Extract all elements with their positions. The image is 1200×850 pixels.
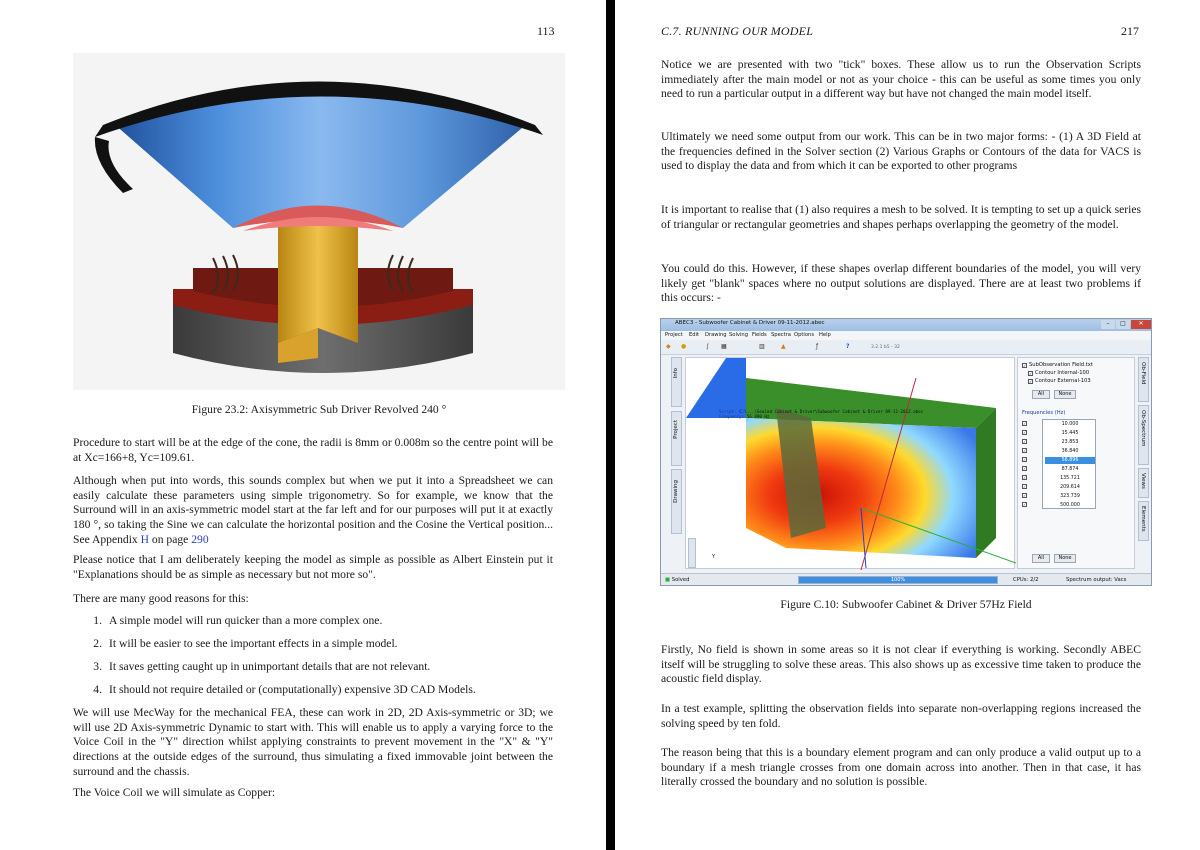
frequency-item[interactable]: 15.445 (1061, 431, 1079, 436)
menu-fields[interactable]: Fields (752, 332, 767, 338)
checkbox-checked[interactable]: ✓ (1023, 502, 1027, 507)
menu-edit[interactable]: Edit (689, 332, 700, 338)
version-text: 3.2.1 b5 - 32 (871, 345, 900, 350)
paragraph (73, 474, 553, 548)
checkbox-checked[interactable]: ✓ (1023, 475, 1027, 480)
frequency-item[interactable]: 87.874 (1061, 467, 1079, 472)
on-page-text: on page (151, 532, 189, 546)
speaker-cutaway-figure (73, 53, 565, 390)
menu-help[interactable]: Help (819, 332, 831, 338)
list-item (88, 660, 430, 673)
paragraph: The reason being that this is a boundary element program and can only produce a valid output up to a boundary if a mesh triangle crosses from one domain across into another. Then in that case, it has literally crossed the boundary and no solution is possible. (661, 746, 1141, 789)
select-all-button[interactable]: All (1032, 390, 1050, 399)
tab-label: Ob-Spectrum (1140, 410, 1146, 447)
spectrum-output: Spectrum output: Vacs (1066, 577, 1127, 583)
folder-icon[interactable]: ● (681, 343, 687, 350)
observation-item[interactable] (1022, 362, 1093, 368)
caption-text: Subwoofer Cabinet & Driver 57Hz Field (841, 598, 1032, 611)
paragraph: The Voice Coil we will simulate as Copper: (73, 786, 276, 799)
list-text: A simple model will run quicker than a more complex one. (109, 614, 383, 627)
select-none-button[interactable]: None (1054, 390, 1076, 399)
menu-options[interactable]: Options (794, 332, 815, 338)
frequency-item[interactable]: 500.000 (1060, 503, 1080, 508)
tab-label: Views (1140, 473, 1146, 489)
axis-label: Y (712, 554, 716, 560)
observation-item[interactable] (1028, 370, 1089, 376)
list-number: 3. (93, 660, 102, 673)
status-dot-icon: ■ (665, 577, 671, 583)
list-item (88, 683, 476, 696)
tab-label: Info (673, 368, 679, 379)
help-icon[interactable]: ? (846, 343, 850, 350)
checkbox-checked[interactable]: ✓ (1023, 363, 1027, 368)
menu-bar (661, 331, 1151, 340)
caption-text: Axisymmetric Sub Driver Revolved 240 ° (250, 403, 447, 416)
frequency-item[interactable]: 323.739 (1060, 494, 1080, 499)
tab-label: Elements (1140, 506, 1146, 532)
window-titlebar (661, 319, 1151, 331)
frequency-label: Frequency: (719, 414, 745, 419)
list-item (88, 614, 382, 627)
tab-label: Drawing (673, 480, 679, 503)
field-plot (686, 358, 1016, 570)
list-text: It should not require detailed or (computationally) expensive 3D CAD Models. (109, 683, 476, 696)
paragraph: Procedure to start will be at the edge of the cone, the radii is 8mm or 0.008m so the centre point will be at Xc=166+8, Yc=109.61. (73, 436, 553, 464)
caption-label: Figure 23.2: (191, 403, 249, 416)
frequencies-heading: Frequencies (Hz) (1022, 410, 1066, 416)
list-number: 2. (93, 637, 102, 650)
cpu-count: CPUs: 2/2 (1013, 577, 1039, 583)
script-value: C:\...\Sealed Cabinet & Driver\Subwoofer Cabinet & Driver 09-11-2012.abec (739, 409, 924, 414)
observation-panel (1017, 357, 1135, 569)
paragraph: We will use MecWay for the mechanical FEA, these can work in 2D, 2D Axis-symmetric or 3D; we will use 2D Axis-symmetric Dynamic to start with. This will enable us to apply a varying force to the Voice Coil in the "Y" direction whilst applying constraints to prevent movement in the "X" & "Y" directions at the outside edges of the surround, thus simulating a fixed immovable joint between the surround and the chassis. (73, 706, 553, 778)
paragraph: In a test example, splitting the observation fields into separate non-overlapping regions increased the solving speed by ten fold. (661, 702, 1141, 730)
progress-bar (798, 576, 998, 584)
checkbox-checked[interactable]: ✓ (1023, 484, 1027, 489)
frequency-item[interactable]: 135.721 (1060, 476, 1080, 481)
checkbox-checked[interactable]: ✓ (1029, 379, 1033, 384)
frequency-value: 56.890 Hz (746, 414, 770, 419)
cabinet-side (976, 408, 996, 558)
script-info (719, 409, 959, 419)
menu-solving[interactable]: Solving (729, 332, 748, 338)
observation-label: SubObservation Field.txt (1029, 362, 1093, 368)
tab-ob-spectrum[interactable] (1138, 405, 1149, 465)
paragraph: It is important to realise that (1) also requires a mesh to be solved. It is tempting to set up a quick series of triangular or rectangular geometries and shapes perhaps overlapping the geometry of the model. (661, 203, 1141, 231)
list-text: It will be easier to see the important effects in a simple model. (109, 637, 398, 650)
tab-label: Project (673, 420, 679, 439)
page-number: 217 (1121, 24, 1139, 38)
list-text: It saves getting caught up in unimportant details that are not relevant. (109, 660, 431, 673)
field-icon[interactable]: ▲ (781, 343, 786, 350)
checkbox-checked[interactable]: ✓ (1023, 493, 1027, 498)
observation-label: Contour Internal-100 (1035, 370, 1090, 376)
list-number: 4. (93, 683, 102, 696)
open-icon[interactable]: ◆ (666, 343, 671, 350)
frequency-item[interactable]: 209.614 (1060, 485, 1080, 490)
paragraph: You could do this. However, if these shapes overlap different boundaries of the model, you will very likely get "blank" spaces where no output solutions are displayed. There are at least two problems if this occurs: - (661, 262, 1141, 305)
select-all-frequencies-button[interactable]: All (1032, 554, 1050, 563)
list-item (88, 637, 398, 650)
script-label: Script: (719, 409, 737, 414)
frequency-item-selected[interactable]: 56.896 (1045, 457, 1095, 464)
paragraph: There are many good reasons for this: (73, 592, 249, 605)
abec-screenshot-figure (660, 318, 1152, 586)
select-none-frequencies-button[interactable]: None (1054, 554, 1076, 563)
status-text: Solved (671, 577, 690, 583)
figure-caption (660, 598, 1152, 611)
frequency-item[interactable]: 36.840 (1061, 449, 1079, 454)
paragraph: Notice we are presented with two "tick" boxes. These allow us to run the Observation Scripts immediately after the main model or not as your choice - this can be useful as some times you only need to run a particular output in a different way but have not changed the main model itself. (661, 58, 1141, 101)
reasons-list (88, 614, 558, 704)
maximize-icon[interactable]: □ (1116, 320, 1130, 329)
speaker-cutaway-illustration (73, 53, 565, 390)
chart-icon[interactable]: ▥ (759, 343, 765, 350)
tab-drawing[interactable] (671, 469, 682, 534)
toolbar (661, 340, 1151, 355)
status-bar (661, 573, 1151, 586)
list-number: 1. (93, 614, 102, 627)
tab-label: Ob-Field (1140, 362, 1146, 385)
observation-item[interactable] (1028, 378, 1091, 384)
page-ref-link[interactable]: 290 (191, 532, 209, 546)
checkbox-checked[interactable]: ✓ (1029, 371, 1033, 376)
book-gutter (606, 0, 615, 850)
observation-label: Contour External-103 (1035, 378, 1091, 384)
checkbox-checked[interactable]: ✓ (1023, 439, 1027, 444)
menu-spectra[interactable]: Spectra (771, 332, 791, 338)
checkbox-checked[interactable]: ✓ (1023, 457, 1027, 462)
appendix-link[interactable]: H (140, 532, 150, 546)
tab-views[interactable] (1138, 468, 1149, 498)
status-indicator (665, 577, 690, 583)
frequency-item[interactable]: 10.000 (1061, 422, 1079, 427)
close-icon[interactable]: ✕ (1131, 320, 1151, 329)
viewport-scrollbar[interactable] (688, 538, 696, 568)
tab-project[interactable] (671, 411, 682, 466)
progress-label: 100% (890, 577, 906, 583)
caption-label: Figure C.10: (780, 598, 840, 611)
checkbox-checked[interactable]: ✓ (1023, 430, 1027, 435)
grid-icon[interactable]: ▦ (721, 343, 727, 350)
tab-ob-field[interactable] (1138, 357, 1149, 402)
function-icon[interactable]: ƒ (816, 343, 819, 350)
menu-drawing[interactable]: Drawing (705, 332, 727, 338)
paragraph-text: Although when put into words, this sounds complex but when we put it into a Spreadsheet we can easily calculate these parameters using simple trigonometry. So for example, we know that the Surround will in an axis-symmetric model start at the far left and for our purposes will put it at exactly 180 °, so taking the Sine we can calculate the horizontal position and the Cosine the Vertical position... See Appendix (73, 474, 553, 546)
checkbox-checked[interactable]: ✓ (1023, 448, 1027, 453)
page-number: 113 (537, 24, 555, 38)
paragraph: Please notice that I am deliberately keeping the model as simple as possible as Albert Einstein put it "Explanations should be as simple as necessary but not more so". (73, 553, 553, 581)
frequency-list[interactable] (1042, 419, 1096, 509)
menu-project[interactable]: Project (665, 332, 683, 338)
paragraph: Ultimately we need some output from our work. This can be in two major forms: - (1) A 3D Field at the frequencies defined in the Solver section (2) Various Graphs or Contours of the data for VACS is used to display the data and from which it can be exported to other programs (661, 130, 1141, 173)
running-head: C.7. RUNNING OUR MODEL (661, 24, 814, 38)
tab-elements[interactable] (1138, 501, 1149, 541)
figure-caption (73, 403, 565, 416)
solve-icon[interactable]: ∫ (706, 343, 710, 350)
checkbox-checked[interactable]: ✓ (1023, 421, 1027, 426)
minimize-icon[interactable]: – (1101, 320, 1115, 329)
paragraph: Firstly, No field is shown in some areas so it is not clear if everything is working. Secondly ABEC itself will be struggling to solve these areas. This also shows up as excessive time taken to produce the acoustic field display. (661, 643, 1141, 686)
frequency-item[interactable]: 23.853 (1061, 440, 1079, 445)
checkbox-checked[interactable]: ✓ (1023, 466, 1027, 471)
tab-info[interactable] (671, 357, 682, 407)
pole-piece (278, 223, 358, 343)
3d-viewport[interactable] (685, 357, 1015, 569)
surround-left (95, 137, 133, 193)
window-title: ABEC3 - Subwoofer Cabinet & Driver 09-11-2012.abec (675, 320, 825, 326)
